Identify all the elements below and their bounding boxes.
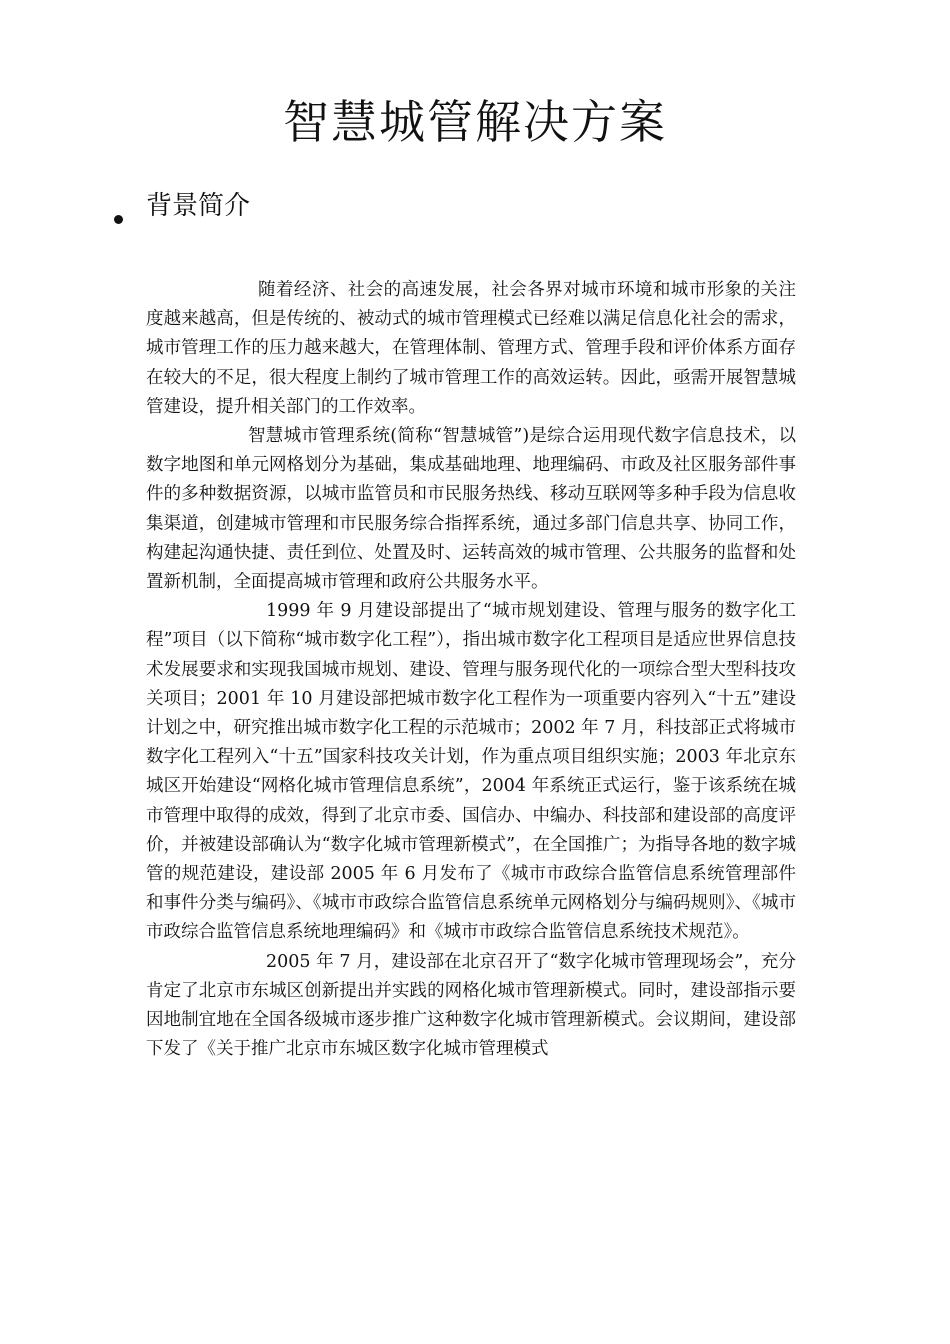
- paragraph-3: 1999 年 9 月建设部提出了“城市规划建设、管理与服务的数字化工程”项目（以下简称“城市数字化工程”），指出城市数字化工程项目是适应世界信息技术发展要求和实现我国城市规划、建设、管理与服务现代化的一项综合型大型科技攻关项目；2001 年 10 月建设部把城市数字化工程作为一项重要内容列入“十五”建设计划之中，研究推出城市数字化工程的示范城市；2002 年 7 月，科技部正式将城市数字化工程列入“十五”国家科技攻关计划，作为重点项目组织实施；2003 年北京东城区开始建设“网格化城市管理信息系统”，2004 年系统正式运行，鉴于该系统在城市管理中取得的成效，得到了北京市委、国信办、中编办、科技部和建设部的高度评价，并被建设部确认为“数字化城市管理新模式”，在全国推广；为指导各地的数字城管的规范建设，建设部 2005 年 6 月发布了《城市市政综合监管信息系统管理部件和事件分类与编码》、《城市市政综合监管信息系统单元网格划分与编码规则》、《城市市政综合监管信息系统地理编码》和《城市市政综合监管信息系统技术规范》。: [146, 601, 796, 943]
- paragraph-2: 智慧城市管理系统(简称“智慧城管”)是综合运用现代数字信息技术，以数字地图和单元网格划分为基础，集成基础地理、地理编码、市政及社区服务部件事件的多种数据资源，以城市监管员和市民服务热线、移动互联网等多种手段为信息收集渠道，创建城市管理和市民服务综合指挥系统，通过多部门信息共享、协同工作，构建起沟通快捷、责任到位、处置及时、运转高效的城市管理、公共服务的监督和处置新机制，全面提高城市管理和政府公共服务水平。: [146, 426, 796, 593]
- document-title: 智慧城管解决方案: [283, 95, 667, 149]
- paragraph-4: 2005 年 7 月，建设部在北京召开了“数字化城市管理现场会”，充分肯定了北京市东城区创新提出并实践的网格化城市管理新模式。同时，建设部指示要因地制宜地在全国各级城市逐步推广这种数字化城市管理新模式。会议期间，建设部下发了《关于推广北京市东城区数字化城市管理模式: [146, 951, 796, 1060]
- bullet-icon: [114, 215, 123, 224]
- body-text: [146, 276, 796, 1064]
- paragraph-1: 随着经济、社会的高速发展，社会各界对城市环境和城市形象的关注度越来越高，但是传统的、被动式的城市管理模式已经难以满足信息化社会的需求，城市管理工作的压力越来越大，在管理体制、管理方式、管理手段和评价体系方面存在较大的不足，很大程度上制约了城市管理工作的高效运转。因此，亟需开展智慧城管建设，提升相关部门的工作效率。: [146, 280, 796, 417]
- section-heading: 背景简介: [146, 191, 251, 221]
